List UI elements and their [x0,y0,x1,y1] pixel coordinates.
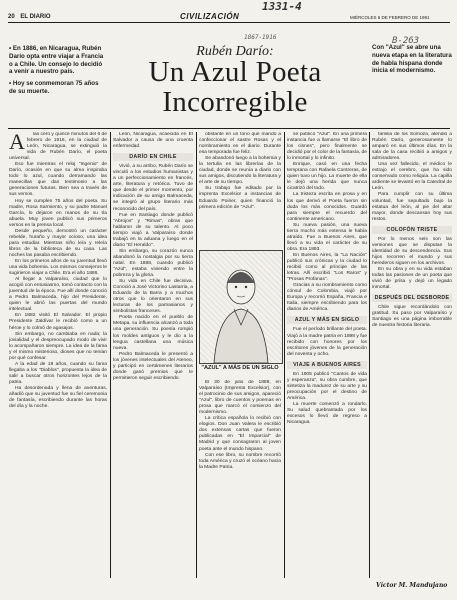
subhead-despues-desborde: DESPUÉS DEL DESBORDE [372,294,452,302]
column-divider-3 [284,132,285,578]
column-2: León, Nicaragua, acaecida en El Salvador a causa de una cruenta enfermedad. DARÍO EN CHILE Vivió, a su arribo, Rubén Darío se vinculó a los estudios humanistas y a un perfeccionamiento en francés, arte, literatura y retórica. Tuvo de que desde el primer momento, por indicación de su amigo Balmaceda, se integró al grupo literario más reconocido del país. Fue en Santiago donde publicó "Abrojos" y "Rimas", obras que hablaron de su talento. Al poco tiempo viajó a Valparaíso donde trabajó en la aduana y luego en el diario "El Heraldo". Sin embargo, su corazón nunca abandonó la nostalgia por su tierra natal. En 1888, cuando publicó "Azul", estaba viviendo entre la pobreza y la gloria. Su vida en Chile fue decisiva. Conoció a José Victorino Lastarria, a Eduardo de la Barra y a muchos otros que lo orientaron en sus lecturas de los parnasianos y simbolistas franceses. Poeta nacido en el pueblo de Metapa, su influencia alcanzó a toda una generación. Su poesía rompió los moldes antiguos y le dio a la lengua castellana una música nueva. Pedro Balmaceda le presentó a los jóvenes intelectuales del Ateneo, y participó en certámenes literarios donde ganó premios que le permitieron seguir escribiendo. [113,132,193,381]
headline-line-1: Un Azul Poeta [148,56,322,88]
handwritten-note: 1867-1916 [244,34,277,41]
page-number-and-paper [8,14,51,20]
column-divider-1 [110,132,111,578]
illustration-poet-portrait [199,250,283,364]
subhead-azul-mas-siglo: AZUL Y MÁS EN SIGLO [287,316,367,324]
article-kicker: Rubén Darío: [196,44,274,59]
subhead-viaje-buenos-aires: VIAJE A BUENOS AIRES [287,361,367,369]
portrait-sketch [200,251,282,363]
illustration-caption: "AZUL" A MÁS DE UN SIGLO [201,365,279,371]
column-3-upper: obstante en un tono que mandó a confeccionar el sastre Rosas y el nombramiento en el diario. Durante esa temporada fue feliz. Se abandonó luego a la bohemia y la tertulia en las librerías de la ciudad, donde se reunía a diario con sus amigos, discutiendo la literatura y el arte de su tiempo. Su trabajo fue editado por la imprenta Excelsior a instancias de Eduardo Poirier, quien financió la primera edición de "Azul". [199,132,281,210]
column-5: familia de los Somoza, atendió a Rubén Darío, generosamente lo amparó en sus últimos días. En la sala de la casa recibió a amigos y admiradores. Una vez fallecido, el médico le extrajo el cerebro, que ha sido conservado como reliquia. La capilla ardiente se levantó en la Catedral de León. Para cumplir con su última voluntad, fue sepultado bajo la estatua del león, al pie del altar mayor, donde descansan hoy sus restos. COLOFÓN TRISTE Por lo menos seis son las versiones que se disputan la identidad de su descendencia. Sus hijos recorren el mundo y sus herederos siguen en los archivos. En su obra y en su vida estaban todas las pasiones de un poeta que vivió de prisa y dejó un legado inmortal. DESPUÉS DEL DESBORDE Chile sigue recordándolo con gratitud. Su paso por Valparaíso y Santiago es una página imborrable de nuestra historia literaria. [372,132,452,329]
handwritten-archive-number: 1331-4 [262,0,302,13]
headline-line-2: Incorregible [162,86,308,118]
subhead-colofon-triste: COLOFÓN TRISTE [372,226,452,234]
column-divider-2 [196,132,197,578]
column-divider-4 [369,132,370,578]
drop-cap: A [9,132,25,154]
lead-bullets [9,45,105,100]
author-signature: Víctor M. Mandujano [376,582,448,589]
paper-name: EL DIARIO [20,14,51,20]
column-4: se publicó "Azul". En una primera instancia fue a llamarse "El libro de los cisnes", pero finalmente se decidió por el color de la fantasía, de lo inmortal y lo infinito. Enrique, casó en una fecha temprana con Rafaela Contreras, de quien tuvo un hijo. La muerte de ella le dejó una herida que nunca cicatrizó del todo. La tristeza escrita en prosa y en los que derivó el Poeta fueron sin duda los más conocidos. Guardó para siempre el recuerdo del continente americano. Su nueva pasión, una nueva tierra mucho más extensa le había atraído. Fue a Buenos Aires, que llevó a su vida el carácter de su obra. Era 1893. En Buenos Aires, la "La Nación" publicó sus crónicas y la ciudad lo recibió como al príncipe de las letras. Allí escribió "Los Raros" y "Prosas Profanas". Gracias a su nombramiento como cónsul de Colombia, viajó por Europa y recorrió España, Francia e Italia, siempre escribiendo para los diarios de América. AZUL Y MÁS EN SIGLO Fue el período brillante del poeta. Viajó a la madre patria en 1898 y fue recibido con honores por los escritores jóvenes de la generación del noventa y ocho. VIAJE A BUENOS AIRES En 1905 publicó "Cantos de vida y esperanza", su obra cumbre, que sintetiza la madurez de su arte y su preocupación por el destino de América. La muerte comenzó a rondarlo. Su salud quebrantada por los excesos lo llevó de regreso a Nicaragua. [287,132,367,426]
handwritten-code: B-263 [392,36,420,46]
section-title: CIVILIZACIÓN [180,12,240,21]
subhead-darios-en-chile: DARÍO EN CHILE [113,153,193,161]
issue-date: MIÉRCOLES 6 DE FEBRERO DE 1991 [350,15,430,20]
lead-bullet-2: • Hoy se conmemoran 75 años de su muerte. [9,80,99,95]
column-3-lower: El 30 de julio de 1888, en Valparaíso (Imprenta Excelsior), con el patrocinio de sus amigos, apareció "Azul", libro de cuentos y poemas en prosa que marcó el comienzo del modernismo. La crítica española lo recibió con elogios. Don Juan Valera le escribió dos extensas cartas que fueron publicadas en "El Imparcial" de Madrid y que consagraron al joven poeta ante el mundo hispano. Con ese libro, su nombre recorrió toda América y cruzó el océano hacia la Madre Patria. [199,380,281,470]
page-number: 20 [8,14,15,20]
header-rule [8,22,450,23]
lead-bullet-1: • En 1886, en Nicaragua, Rubén Darío opta entre viajar a Francia o a Chile. Un consejo lo decidió a venir a nuestro país. [9,45,104,76]
column-1: A las cero y quince minutos del 6 de febrero de 1916, en la ciudad de León, Nicaragua, se extinguió la vida de Rubén Darío, el poeta universal. Eso fue mientras el reloj "Ingenio" de Darío, ocasión en que su alma inspiraba todo lo azul, cuando derramando las manecillas que dan testimonio a las generaciones futuras. Bien sea a través de sus versos. Hoy se cumplen 75 años del poeta. Su madre, Rosa Sarmiento, y su padre Manuel García, lo dejaron en manos de su tía abuela. Muy joven publicó sus primeros versos en la prensa local. Desde pequeño, demostró un carácter rebelde, huraño y mayor ocioso, una idea para estudiar. Mientras niño leía y releía libros de la biblioteca de su casa. Las noches las pasaba escribiendo. En los primeros años de su juventud llevó una vida bohemia. Los mismos consejeros le sugirieron viajar a Chile. Era el año 1886. Al llegar a Valparaíso, ciudad que lo acogió con entusiasmo, tomó contacto con la juventud de la época. Fue allí donde conoció a Pedro Balmaceda, hijo del Presidente, quien le abrió las puertas del mundo intelectual. En 1882 visitó El Salvador. El propio Presidente Zaldívar le recibió como a un héroe y lo colmó de agasajos. Sin embargo, no cambiaba en nada; la jovialidad y el despreocupado modo de vivir lo acompañaron siempre. La idea de la fama y el mismo misterioso, dioses que no tenían por qué confesar. A la edad de 18 años, cuando su fama llegaba a los "Diablos", propuesta la idea de salir a buscar otros horizontes lejos de la patria. Ha desordenada y llena de aventuras, añadió que su juventud fue su fiel ceremonia de fantasía, escribiendo durante las horas del día y la noche. [9,132,107,410]
sidebar-bullet: Con "Azul" se abre una nueva etapa en la literatura de habla hispana donde inicia el modernismo. [372,44,452,75]
headline-rule [8,128,450,129]
